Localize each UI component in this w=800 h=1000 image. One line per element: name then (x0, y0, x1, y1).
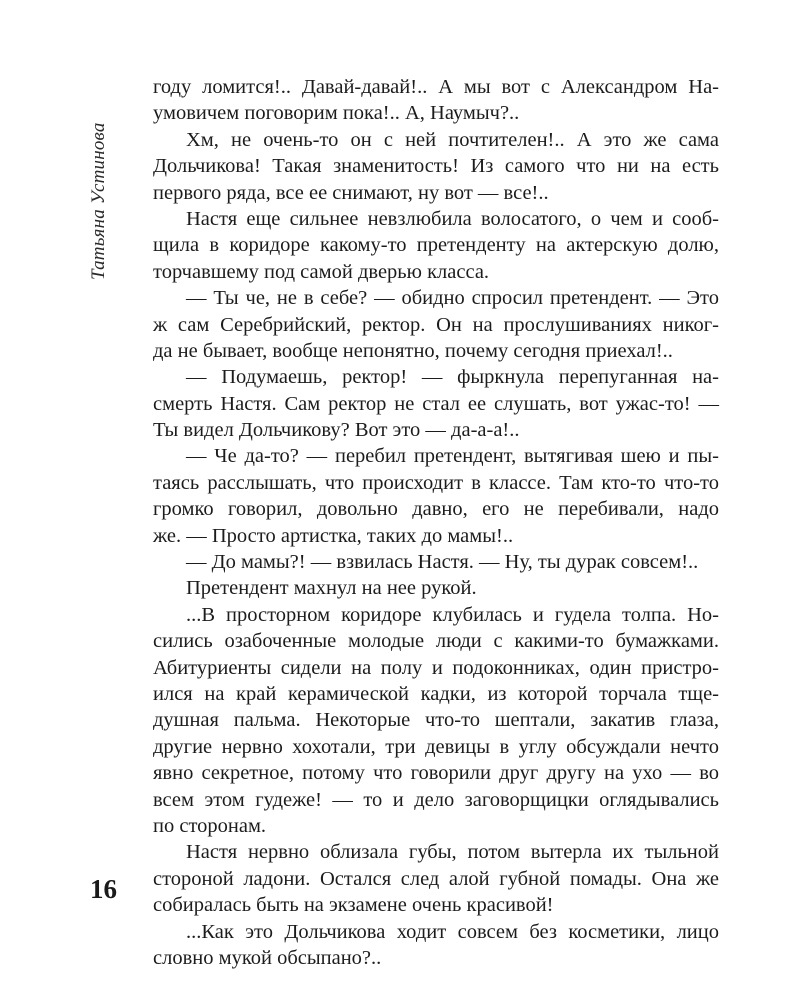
text-line: умовичем поговорим пока!.. А, Наумыч?.. (153, 102, 520, 125)
text-line: смерть Настя. Сам ректор не стал ее слушать, вот ужас-то! — (153, 392, 719, 415)
text-line: — До мамы?! — взвилась Настя. — Ну, ты дурак совсем!.. (186, 551, 699, 574)
text-line: ...Как это Дольчикова ходит совсем без косметики, лицо (186, 920, 719, 943)
text-line: — Че да-то? — перебил претендент, вытягивая шею и пы- (186, 445, 719, 468)
text-line: Настя еще сильнее невзлюбила волосатого, о чем и сооб- (186, 207, 719, 230)
text-line: Ты видел Дольчикову? Вот это — да-а-а!.. (153, 419, 520, 442)
text-line: — Ты че, не в себе? — обидно спросил претендент. — Это (186, 287, 719, 310)
text-line: — Подумаешь, ректор! — фыркнула перепуганная на- (186, 366, 719, 389)
text-line: Дольчикова! Такая знаменитость! Из самого что ни на есть (153, 155, 719, 178)
text-line: по сторонам. (153, 814, 267, 837)
text-line: да не бывает, вообще непонятно, почему сегодня приехал!.. (153, 339, 673, 362)
text-line: стороной ладони. Остался след алой губной помады. Она же (153, 867, 719, 890)
text-line: Претендент махнул на нее рукой. (186, 577, 477, 600)
text-line: другие нервно хохотали, три девицы в углу обсуждали нечто (153, 735, 719, 758)
text-line: собиралась быть на экзамене очень красивой! (153, 894, 554, 917)
text-line: сились озабоченные молодые люди с какими-то бумажками. (153, 630, 719, 653)
text-line: Хм, не очень-то он с ней почтителен!.. А это же сама (186, 128, 719, 151)
text-line: явно секретное, потому что говорили друг другу на ухо — во (153, 762, 719, 785)
running-head-author: Татьяна Устинова (88, 122, 109, 280)
text-line: ...В просторном коридоре клубилась и гудела толпа. Но- (186, 603, 719, 626)
page-number: 16 (90, 874, 117, 904)
text-line: первого ряда, все ее снимают, ну вот — все!.. (153, 181, 549, 204)
text-line: ился на край керамической кадки, из которой торчала тще- (153, 682, 719, 705)
text-line: словно мукой обсыпано?.. (153, 946, 382, 969)
text-line: таясь расслышать, что происходит в классе. Там кто-то что-то (153, 471, 719, 494)
text-line: году ломится!.. Давай-давай!.. А мы вот с Александром На- (153, 76, 719, 98)
text-line: всем этом гудеже! — то и дело заговорщицки оглядывались (153, 788, 719, 811)
text-line: же. — Просто артистка, таких до мамы!.. (153, 524, 514, 547)
text-line: ж сам Серебрийский, ректор. Он на прослушиваниях никог- (153, 313, 719, 336)
text-line: громко говорил, довольно давно, его не перебивали, надо (153, 498, 719, 521)
text-line: торчавшему под самой дверью класса. (153, 260, 490, 283)
text-line: Настя нервно облизала губы, потом вытерла их тыльной (186, 841, 719, 864)
text-line: душная пальма. Некоторые что-то шептали, закатив глаза, (153, 709, 719, 732)
text-line: щила в коридоре какому-то претенденту на актерскую долю, (153, 234, 719, 257)
body-text (153, 74, 719, 971)
text-line: Абитуриенты сидели на полу и подоконниках, один пристро- (153, 656, 719, 679)
